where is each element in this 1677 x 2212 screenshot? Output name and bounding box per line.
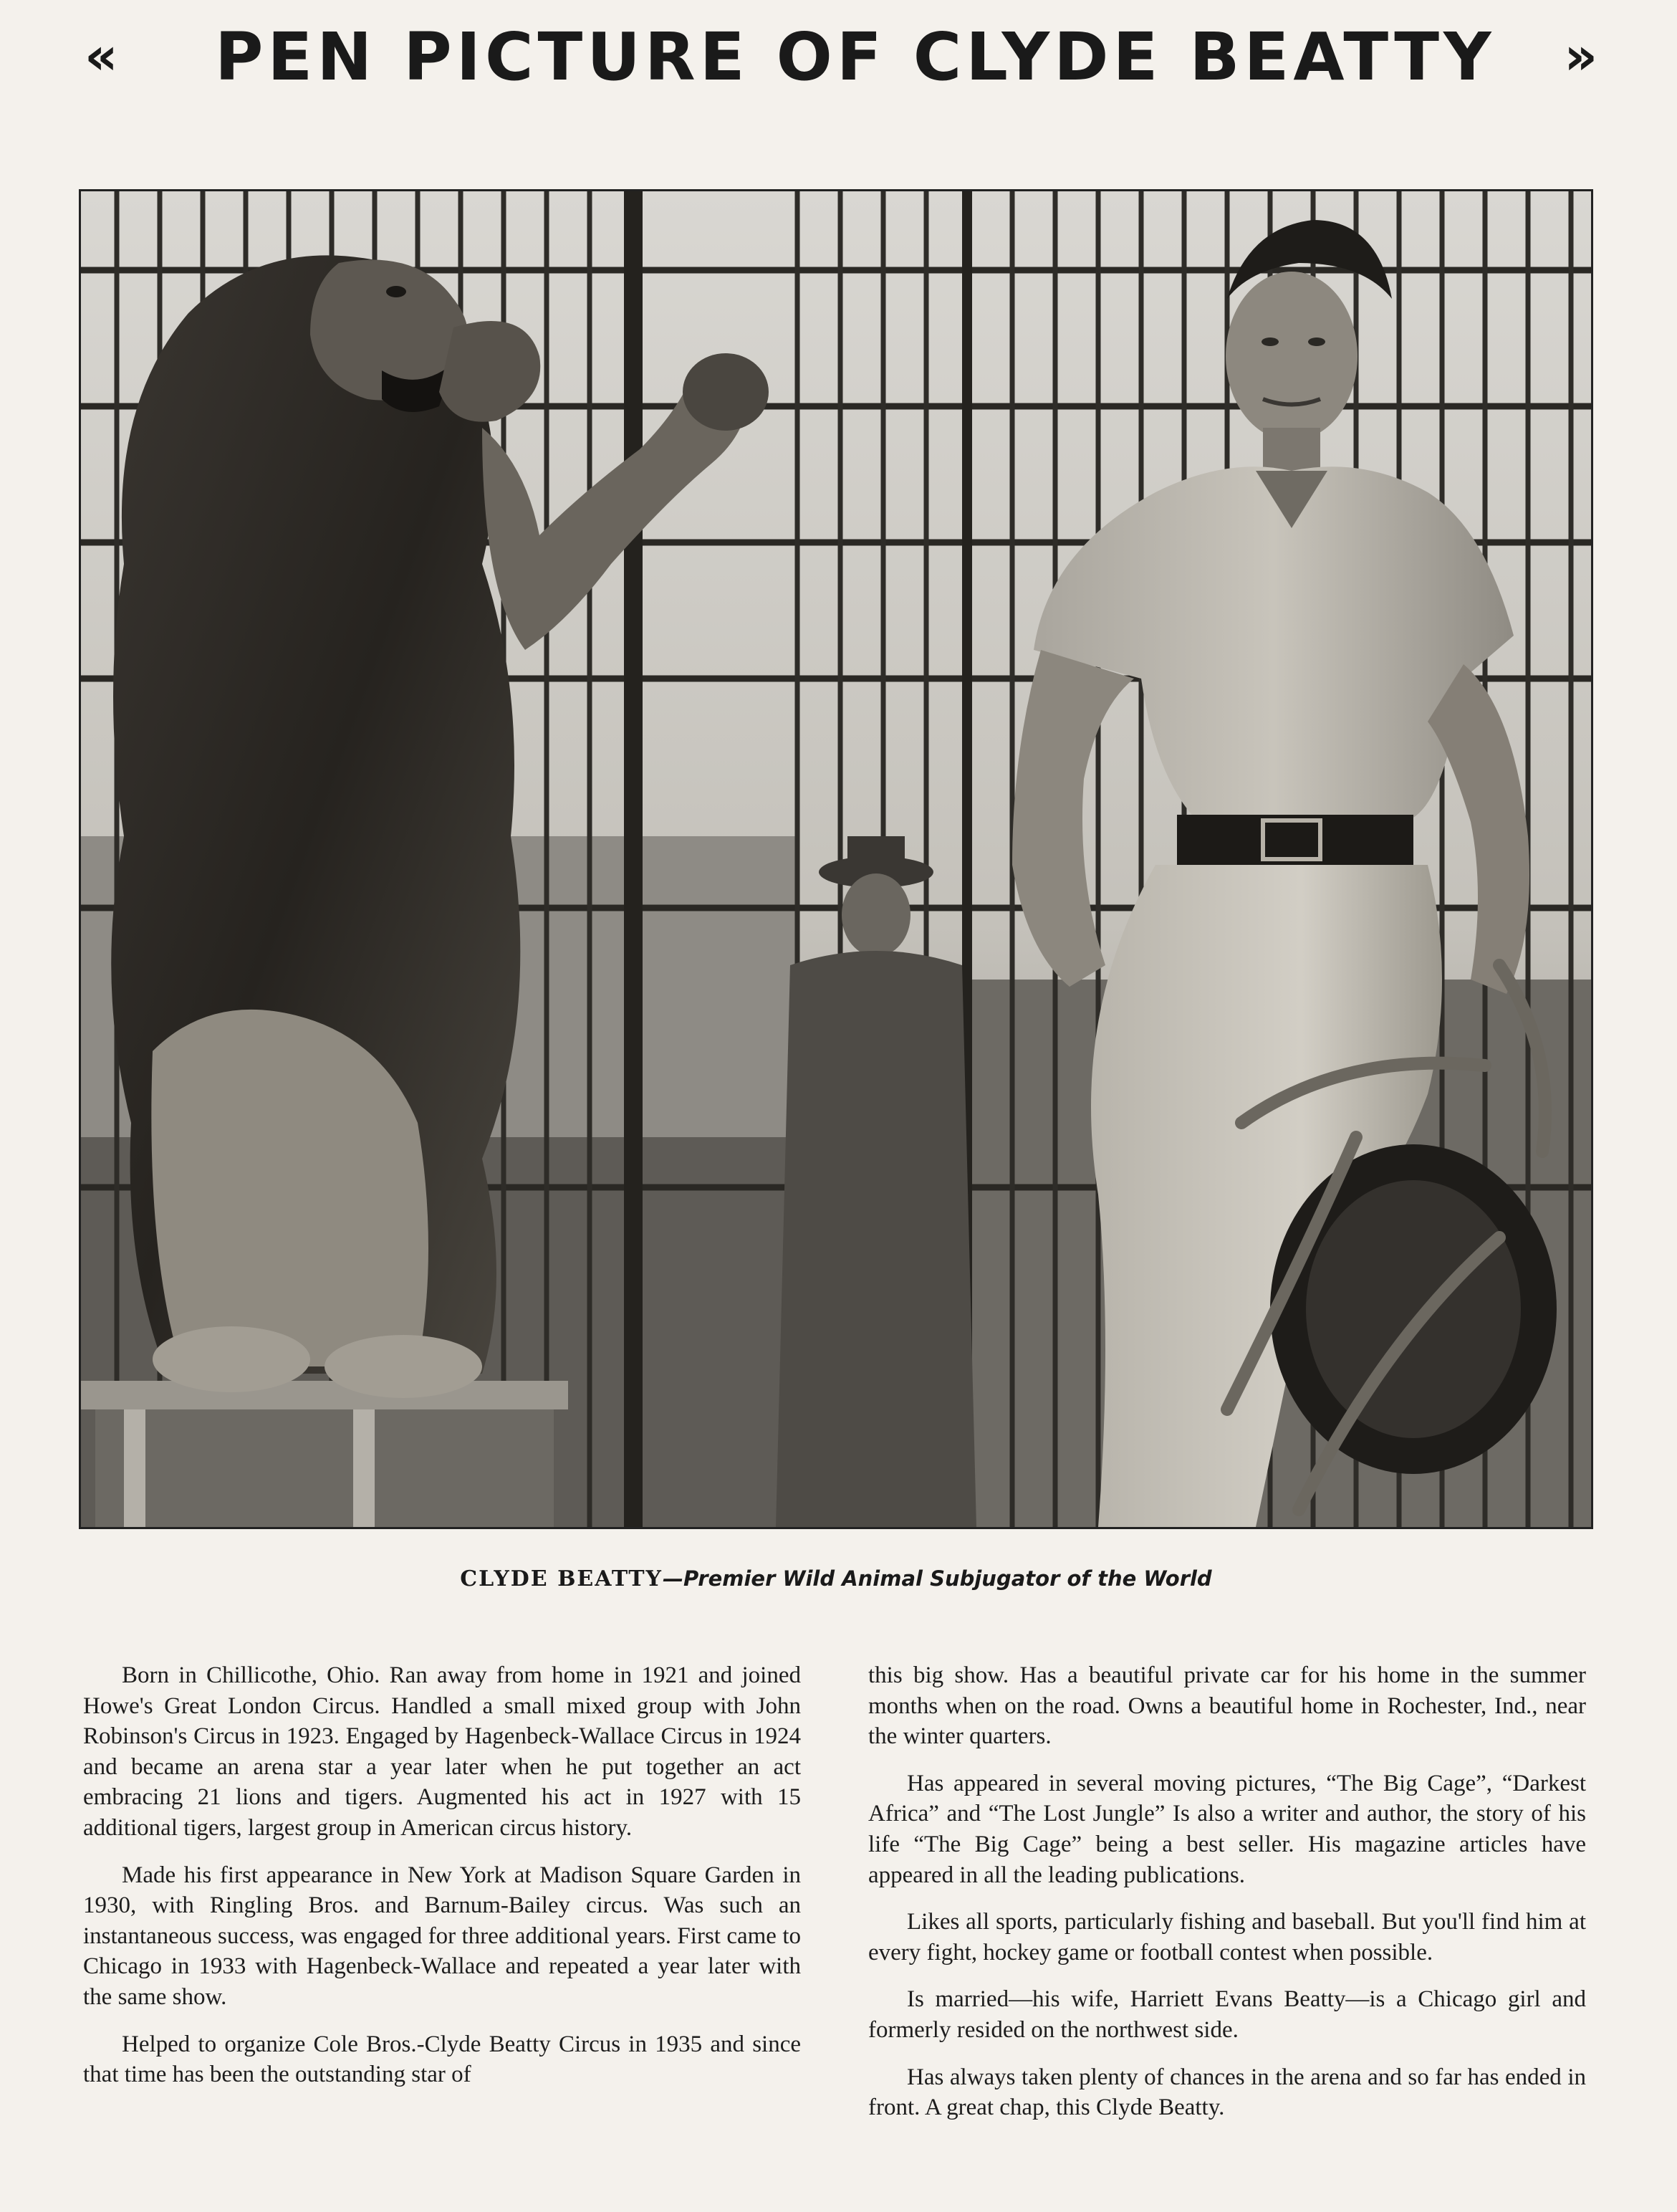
lion-tamer-photo-icon bbox=[81, 191, 1591, 1527]
caption-subtitle: —Premier Wild Animal Subjugator of the World bbox=[662, 1566, 1212, 1591]
paragraph-continued: this big show. Has a beautiful private car for his home in the summer months when on the road. Owns a beautiful home in Rochester, Ind., near the winter quarters. bbox=[868, 1662, 1586, 1750]
paragraph-biography: Born in Chillicothe, Ohio. Ran away from home in 1921 and joined Howe's Great London Circus. Handled a small mixed group with John Robinson's Circus in 1923. Engaged by Hagenbeck-Wallace Circus in 1924 and became an arena star a year later when he put together an act embracing 21 lions and tigers. Augmented his act in 1927 with 15 additional tigers, largest group in American circus history. bbox=[83, 1662, 801, 1841]
photo-caption bbox=[79, 1564, 1593, 1594]
paragraph-married: Is married—his wife, Harriett Evans Beatty—is a Chicago girl and formerly resided on the northwest side. bbox=[868, 1986, 1586, 2043]
paragraph-sports: Likes all sports, particularly fishing and baseball. But you'll find him at every fight, hockey game or football contest when possible. bbox=[868, 1909, 1586, 1966]
lion-tamer-photo bbox=[79, 189, 1593, 1529]
right-guillemet: » bbox=[1564, 26, 1597, 86]
paragraph-closing: Has always taken plenty of chances in the arena and so far has ended in front. A great chap, this Clyde Beatty. bbox=[868, 2064, 1586, 2121]
paragraph-new-york: Made his first appearance in New York at Madison Square Garden in 1930, with Ringling Bros. and Barnum-Bailey circus. Was such an instantaneous success, was engaged for three additional years. First came to Chicago in 1933 with Hagenbeck-Wallace and repeated a year later with the same show. bbox=[83, 1862, 801, 2010]
caption-name: CLYDE BEATTY bbox=[460, 1566, 663, 1591]
paragraph-movies: Has appeared in several moving pictures, “The Big Cage”, “Darkest Africa” and “The Lost Jungle” Is also a writer and author, the story of his life “The Big Cage” being a best seller. His magazine articles have appeared in all the leading publications. bbox=[868, 1770, 1586, 1888]
page-title: PEN PICTURE OF CLYDE BEATTY bbox=[215, 19, 1496, 95]
left-guillemet: « bbox=[85, 26, 118, 86]
article-left-column bbox=[83, 1660, 801, 2107]
page-header bbox=[79, 14, 1597, 100]
article-right-column bbox=[868, 1660, 1586, 2140]
paragraph-cole-bros: Helped to organize Cole Bros.-Clyde Beatty Circus in 1935 and since that time has been the outstanding star of bbox=[83, 2031, 801, 2088]
